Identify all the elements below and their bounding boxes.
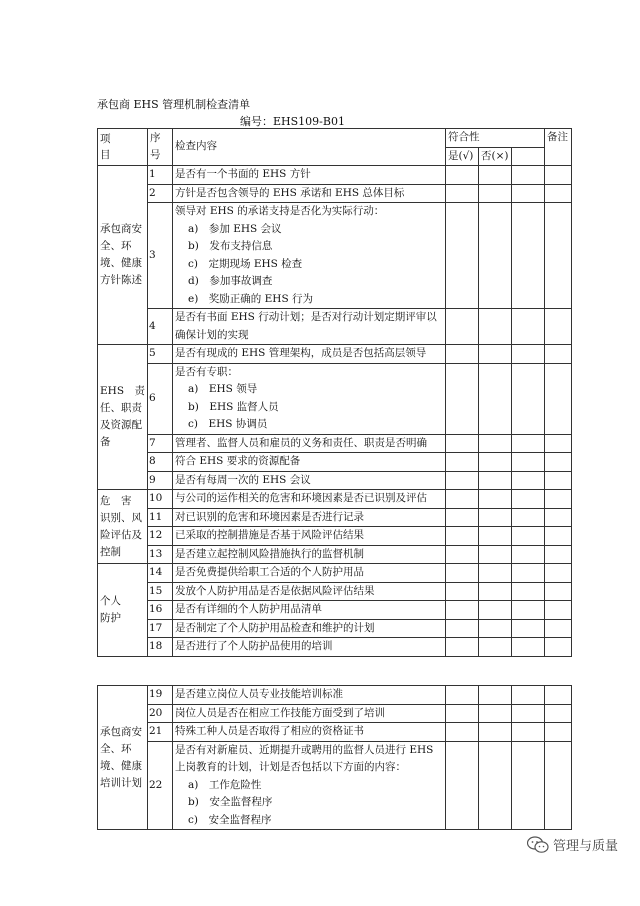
- category-cell: 承包商安全、环境、健康方针陈述: [98, 166, 148, 345]
- blank-cell[interactable]: [512, 741, 545, 830]
- sub-item: b) EHS 监督人员: [188, 400, 279, 413]
- yes-cell[interactable]: [446, 601, 479, 620]
- content-text: 是否有详细的个人防护用品清单: [175, 603, 322, 615]
- content-cell: [173, 582, 446, 601]
- no-cell[interactable]: [479, 434, 512, 453]
- table-row: [98, 166, 572, 185]
- seq-cell: 2: [148, 184, 173, 203]
- content-text: 方针是否包含领导的 EHS 承诺和 EHS 总体目标: [175, 186, 405, 199]
- yes-cell[interactable]: [446, 545, 479, 564]
- content-cell: [173, 471, 446, 490]
- content-text: 是否进行了个人防护品使用的培训: [175, 640, 333, 652]
- table-row: [98, 723, 572, 742]
- no-cell[interactable]: [479, 527, 512, 546]
- document-title: 承包商 EHS 管理机制检查清单: [97, 98, 251, 111]
- header-no: 否(×): [479, 147, 512, 166]
- header-row: [98, 129, 572, 148]
- remark-cell[interactable]: [545, 686, 572, 705]
- seq-cell: 3: [148, 203, 173, 309]
- table-row: [98, 619, 572, 638]
- table-row: [98, 582, 572, 601]
- category-cell: 个人 防护: [98, 564, 148, 657]
- no-cell[interactable]: [479, 203, 512, 309]
- remark-cell[interactable]: [545, 601, 572, 620]
- content-text: 是否有对新雇员、近期提升或聘用的监督人员进行 EHS 上岗教育的计划，计划是否包括以下方面的内容：: [175, 743, 434, 773]
- yes-cell[interactable]: [446, 363, 479, 434]
- sub-item: c) EHS 协调员: [188, 418, 268, 430]
- header-item: 项 目: [98, 129, 148, 166]
- seq-cell: 9: [148, 471, 173, 490]
- no-cell[interactable]: [479, 363, 512, 434]
- sub-item: b) 发布支持信息: [188, 240, 273, 252]
- no-cell[interactable]: [479, 619, 512, 638]
- content-cell: [173, 686, 446, 705]
- content-cell: [173, 601, 446, 620]
- content-text: 是否有专职：: [175, 365, 238, 378]
- yes-cell[interactable]: [446, 527, 479, 546]
- seq-cell: 18: [148, 638, 173, 657]
- blank-cell[interactable]: [512, 471, 545, 490]
- blank-cell[interactable]: [512, 363, 545, 434]
- header-remark: 备注: [545, 129, 572, 166]
- document-code: 编号：EHS109-B01: [240, 115, 345, 128]
- blank-cell[interactable]: [512, 527, 545, 546]
- table-row: [98, 564, 572, 583]
- blank-cell[interactable]: [512, 564, 545, 583]
- yes-cell[interactable]: [446, 203, 479, 309]
- remark-cell[interactable]: [545, 471, 572, 490]
- blank-cell[interactable]: [512, 601, 545, 620]
- yes-cell[interactable]: [446, 564, 479, 583]
- blank-cell[interactable]: [512, 686, 545, 705]
- seq-cell: 11: [148, 508, 173, 527]
- yes-cell[interactable]: [446, 582, 479, 601]
- no-cell[interactable]: [479, 741, 512, 830]
- content-cell: [173, 203, 446, 309]
- no-cell[interactable]: [479, 490, 512, 509]
- blank-cell[interactable]: [512, 203, 545, 309]
- remark-cell[interactable]: [545, 619, 572, 638]
- content-text: 是否有每周一次的 EHS 会议: [175, 473, 311, 486]
- remark-cell[interactable]: [545, 545, 572, 564]
- content-text: 符合 EHS 要求的资源配备: [175, 455, 301, 467]
- yes-cell[interactable]: [446, 166, 479, 185]
- category-cell: 危 害 识别、风险评估及控制: [98, 490, 148, 564]
- content-cell: [173, 453, 446, 472]
- content-text: 是否有一个书面的 EHS 方针: [175, 168, 311, 180]
- blank-cell[interactable]: [512, 453, 545, 472]
- content-cell: [173, 723, 446, 742]
- table-row: [98, 741, 572, 830]
- remark-cell[interactable]: [545, 527, 572, 546]
- content-cell: [173, 704, 446, 723]
- sub-item: b) 安全监督程序: [188, 796, 273, 808]
- content-text: 特殊工种人员是否取得了相应的资格证书: [175, 725, 364, 737]
- seq-cell: 16: [148, 601, 173, 620]
- remark-cell[interactable]: [545, 184, 572, 203]
- sub-item: e) 奖励正确的 EHS 行为: [188, 292, 313, 305]
- yes-cell[interactable]: [446, 508, 479, 527]
- table-row: [98, 453, 572, 472]
- table-row: [98, 309, 572, 345]
- table-row: [98, 638, 572, 657]
- no-cell[interactable]: [479, 564, 512, 583]
- remark-cell[interactable]: [545, 453, 572, 472]
- sub-item: a) 工作危险性: [188, 778, 262, 791]
- content-text: 是否制定了个人防护用品检查和维护的计划: [175, 621, 375, 634]
- seq-cell: 20: [148, 704, 173, 723]
- table-row: [98, 704, 572, 723]
- content-cell: [173, 345, 446, 364]
- content-text: 是否免费提供给职工合适的个人防护用品: [175, 566, 364, 578]
- blank-cell[interactable]: [512, 582, 545, 601]
- remark-cell[interactable]: [545, 166, 572, 185]
- blank-cell[interactable]: [512, 545, 545, 564]
- table-row: [98, 527, 572, 546]
- content-text: 岗位人员是否在相应工作技能方面受到了培训: [175, 706, 385, 719]
- content-cell: [173, 527, 446, 546]
- content-cell: [173, 166, 446, 185]
- yes-cell[interactable]: [446, 723, 479, 742]
- remark-cell[interactable]: [545, 704, 572, 723]
- remark-cell[interactable]: [545, 723, 572, 742]
- blank-cell[interactable]: [512, 166, 545, 185]
- remark-cell[interactable]: [545, 309, 572, 345]
- sub-item: a) EHS 领导: [188, 383, 258, 395]
- content-cell: [173, 309, 446, 345]
- seq-cell: 7: [148, 434, 173, 453]
- remark-cell[interactable]: [545, 564, 572, 583]
- seq-cell: 1: [148, 166, 173, 185]
- table-row: [98, 434, 572, 453]
- content-text: 管理者、监督人员和雇员的义务和责任、职责是否明确: [175, 436, 427, 449]
- seq-cell: 21: [148, 723, 173, 742]
- yes-cell[interactable]: [446, 345, 479, 364]
- seq-cell: 10: [148, 490, 173, 509]
- content-text: 与公司的运作相关的危害和环境因素是否已识别及评估: [175, 492, 427, 504]
- content-text: 已采取的控制措施是否基于风险评估结果: [175, 529, 364, 541]
- blank-cell[interactable]: [512, 723, 545, 742]
- yes-cell[interactable]: [446, 453, 479, 472]
- content-text: 是否有书面 EHS 行动计划；是否对行动计划定期评审以确保计划的实现: [175, 311, 437, 341]
- seq-cell: 22: [148, 741, 173, 830]
- no-cell[interactable]: [479, 309, 512, 345]
- no-cell[interactable]: [479, 704, 512, 723]
- blank-cell[interactable]: [512, 619, 545, 638]
- table-row: [98, 686, 572, 705]
- yes-cell[interactable]: [446, 619, 479, 638]
- yes-cell[interactable]: [446, 471, 479, 490]
- content-cell: [173, 619, 446, 638]
- no-cell[interactable]: [479, 184, 512, 203]
- yes-cell[interactable]: [446, 309, 479, 345]
- no-cell[interactable]: [479, 582, 512, 601]
- no-cell[interactable]: [479, 471, 512, 490]
- remark-cell[interactable]: [545, 434, 572, 453]
- remark-cell[interactable]: [545, 508, 572, 527]
- remark-cell[interactable]: [545, 741, 572, 830]
- seq-cell: 5: [148, 345, 173, 364]
- yes-cell[interactable]: [446, 686, 479, 705]
- sub-item: c) 安全监督程序: [188, 813, 272, 826]
- header-content: 检查内容: [173, 129, 446, 166]
- table-row: [98, 203, 572, 309]
- content-text: 是否建立起控制风险措施执行的监督机制: [175, 547, 364, 560]
- header-blank: [512, 147, 545, 166]
- no-cell[interactable]: [479, 601, 512, 620]
- seq-cell: 14: [148, 564, 173, 583]
- seq-cell: 6: [148, 363, 173, 434]
- seq-cell: 15: [148, 582, 173, 601]
- wechat-icon: [527, 836, 549, 854]
- content-cell: [173, 490, 446, 509]
- sub-item: d) 参加事故调查: [188, 275, 273, 287]
- remark-cell[interactable]: [545, 638, 572, 657]
- sub-item: a) 参加 EHS 会议: [188, 222, 282, 235]
- yes-cell[interactable]: [446, 741, 479, 830]
- content-cell: [173, 434, 446, 453]
- remark-cell[interactable]: [545, 345, 572, 364]
- blank-cell[interactable]: [512, 345, 545, 364]
- seq-cell: 12: [148, 527, 173, 546]
- content-cell: [173, 741, 446, 830]
- header-seq: 序号: [148, 129, 173, 166]
- no-cell[interactable]: [479, 686, 512, 705]
- content-cell: [173, 545, 446, 564]
- remark-cell[interactable]: [545, 363, 572, 434]
- table-row: [98, 184, 572, 203]
- blank-cell[interactable]: [512, 434, 545, 453]
- remark-cell[interactable]: [545, 203, 572, 309]
- header-yes: 是(√): [446, 147, 479, 166]
- table-row: [98, 471, 572, 490]
- seq-cell: 13: [148, 545, 173, 564]
- yes-cell[interactable]: [446, 434, 479, 453]
- blank-cell[interactable]: [512, 309, 545, 345]
- watermark-text: 管理与质量: [552, 839, 618, 854]
- checklist-table: [97, 128, 572, 657]
- blank-cell[interactable]: [512, 490, 545, 509]
- seq-cell: 17: [148, 619, 173, 638]
- yes-cell[interactable]: [446, 490, 479, 509]
- sub-item: c) 定期现场 EHS 检查: [188, 257, 303, 270]
- checklist-table-continued: [97, 685, 572, 830]
- yes-cell[interactable]: [446, 638, 479, 657]
- yes-cell[interactable]: [446, 704, 479, 723]
- content-text: 发放个人防护用品是否是依据风险评估结果: [175, 584, 375, 597]
- content-cell: [173, 363, 446, 434]
- content-text: 领导对 EHS 的承诺支持是否化为实际行动：: [175, 205, 385, 217]
- table-row: [98, 345, 572, 364]
- remark-cell[interactable]: [545, 490, 572, 509]
- content-cell: [173, 638, 446, 657]
- seq-cell: 19: [148, 686, 173, 705]
- table-row: [98, 363, 572, 434]
- header-conform: 符合性: [446, 129, 545, 148]
- content-text: 对已识别的危害和环境因素是否进行记录: [175, 510, 364, 523]
- no-cell[interactable]: [479, 723, 512, 742]
- seq-cell: 4: [148, 309, 173, 345]
- no-cell[interactable]: [479, 345, 512, 364]
- content-cell: [173, 508, 446, 527]
- blank-cell[interactable]: [512, 508, 545, 527]
- yes-cell[interactable]: [446, 184, 479, 203]
- blank-cell[interactable]: [512, 704, 545, 723]
- content-cell: [173, 184, 446, 203]
- category-cell: 承包商安全、环境、健康培训计划: [98, 686, 148, 830]
- no-cell[interactable]: [479, 508, 512, 527]
- table-row: [98, 508, 572, 527]
- no-cell[interactable]: [479, 453, 512, 472]
- content-cell: [173, 564, 446, 583]
- no-cell[interactable]: [479, 545, 512, 564]
- no-cell[interactable]: [479, 638, 512, 657]
- category-cell: EHS 责任、职责及资源配备: [98, 345, 148, 490]
- seq-cell: 8: [148, 453, 173, 472]
- table-row: [98, 490, 572, 509]
- table-row: [98, 601, 572, 620]
- remark-cell[interactable]: [545, 582, 572, 601]
- blank-cell[interactable]: [512, 638, 545, 657]
- content-text: 是否建立岗位人员专业技能培训标准: [175, 688, 343, 700]
- blank-cell[interactable]: [512, 184, 545, 203]
- content-text: 是否有现成的 EHS 管理架构，成员是否包括高层领导: [175, 347, 427, 359]
- watermark: [527, 835, 618, 854]
- table-row: [98, 545, 572, 564]
- no-cell[interactable]: [479, 166, 512, 185]
